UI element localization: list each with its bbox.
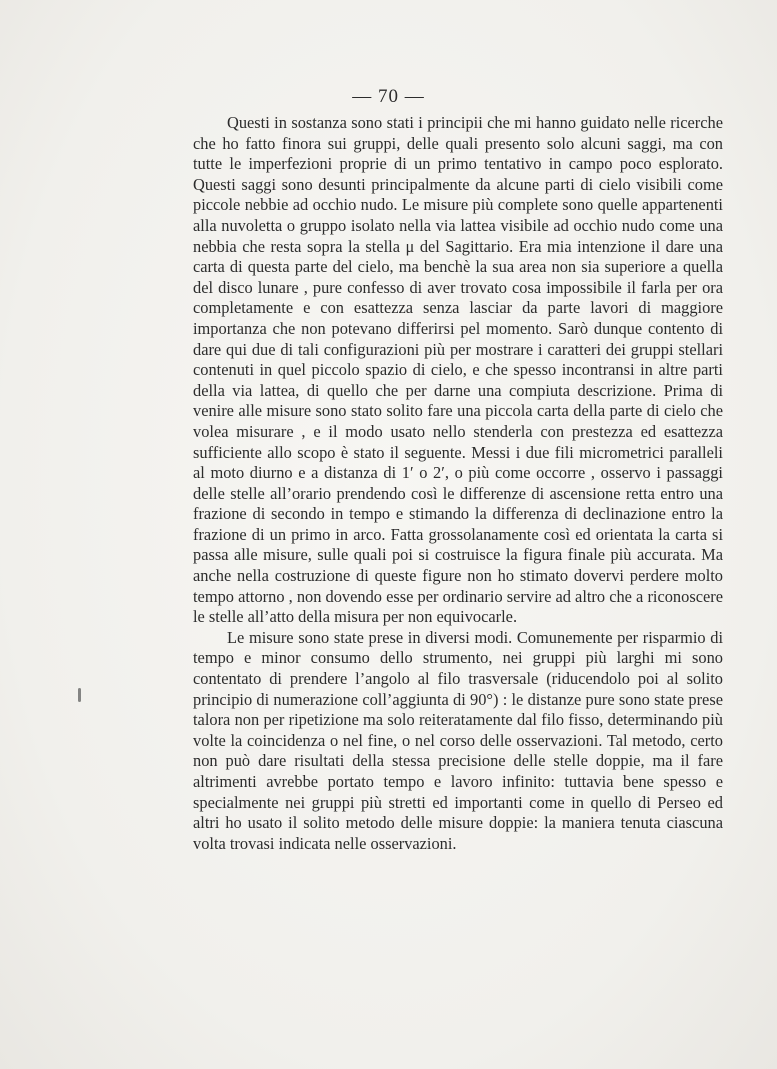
page-number: — 70 — — [352, 86, 425, 107]
body-text — [193, 113, 723, 854]
paragraph-2: Le misure sono state prese in diversi modi. Comunemente per risparmio di tempo e minor consumo dello strumento, nei gruppi più larghi mi sono contentato di prendere l’angolo al filo trasversale (riducendolo poi al solito principio di numerazione coll’aggiunta di 90°) : le distanze pure sono state prese talora non per ripetizione ma solo reiteratamente dal filo fisso, determinando più volte la coincidenza o nel fine, o nel corso delle osservazioni. Tal metodo, certo non può dare risultati della stessa precisione delle stelle doppie, ma il fare altrimenti avrebbe portato tempo e lavoro infinito: tuttavia bene spesso e specialmente nei gruppi più stretti ed importanti come in quello di Perseo ed altri ho usato il solito metodo delle misure doppie: la maniera tenuta ciascuna volta trovasi indicata nelle osservazioni. — [193, 627, 723, 853]
scan-speck — [78, 688, 81, 702]
paragraph-1: Questi in sostanza sono stati i principii che mi hanno guidato nelle ricerche che ho fatto finora sui gruppi, delle quali presento solo alcuni saggi, ma con tutte le imperfezioni proprie di un primo tentativo in campo poco esplorato. Questi saggi sono desunti principalmente da alcune parti di cielo visibili come piccole nebbie ad occhio nudo. Le misure più complete sono quelle appartenenti alla nuvoletta o gruppo isolato nella via lattea visibile ad occhio nudo come una nebbia che resta sopra la stella μ del Sagittario. Era mia intenzione il dare una carta di questa parte del cielo, ma benchè la sua area non sia superiore a quella del disco lunare , pure confesso di aver trovato cosa impossibile il farla per ora completamente e con esattezza senza lasciar da parte lavori di maggiore importanza che non potevano differirsi pel momento. Sarò dunque contento di dare qui due di tali configurazioni più per mostrare i caratteri dei gruppi stellari contenuti in quel piccolo spazio di cielo, e che spesso incontransi in altre parti della via lattea, di quello che per darne una compiuta descrizione. Prima di venire alle misure sono stato solito fare una piccola carta della parte di cielo che volea misurare , e il modo usato nello stenderla con prestezza ed esattezza sufficiente allo scopo è stato il seguente. Messi i due fili micrometrici paralleli al moto diurno e a distanza di 1′ o 2′, o più come occorre , osservo i passaggi delle stelle all’orario prendendo così le differenze di ascensione retta entro una frazione di secondo in tempo e stimando la differenza di declinazione entro la frazione di un primo in arco. Fatta grossolanamente così ed orientata la carta si passa alle misure, sulle quali poi si costruisce la figura finale più accurata. Ma anche nella costruzione di queste figure non ho stimato dovervi perdere molto tempo attorno , non dovendo esse per ordinario servire ad altro che a riconoscere le stelle all’atto della misura per non equivocarle. — [193, 113, 723, 627]
